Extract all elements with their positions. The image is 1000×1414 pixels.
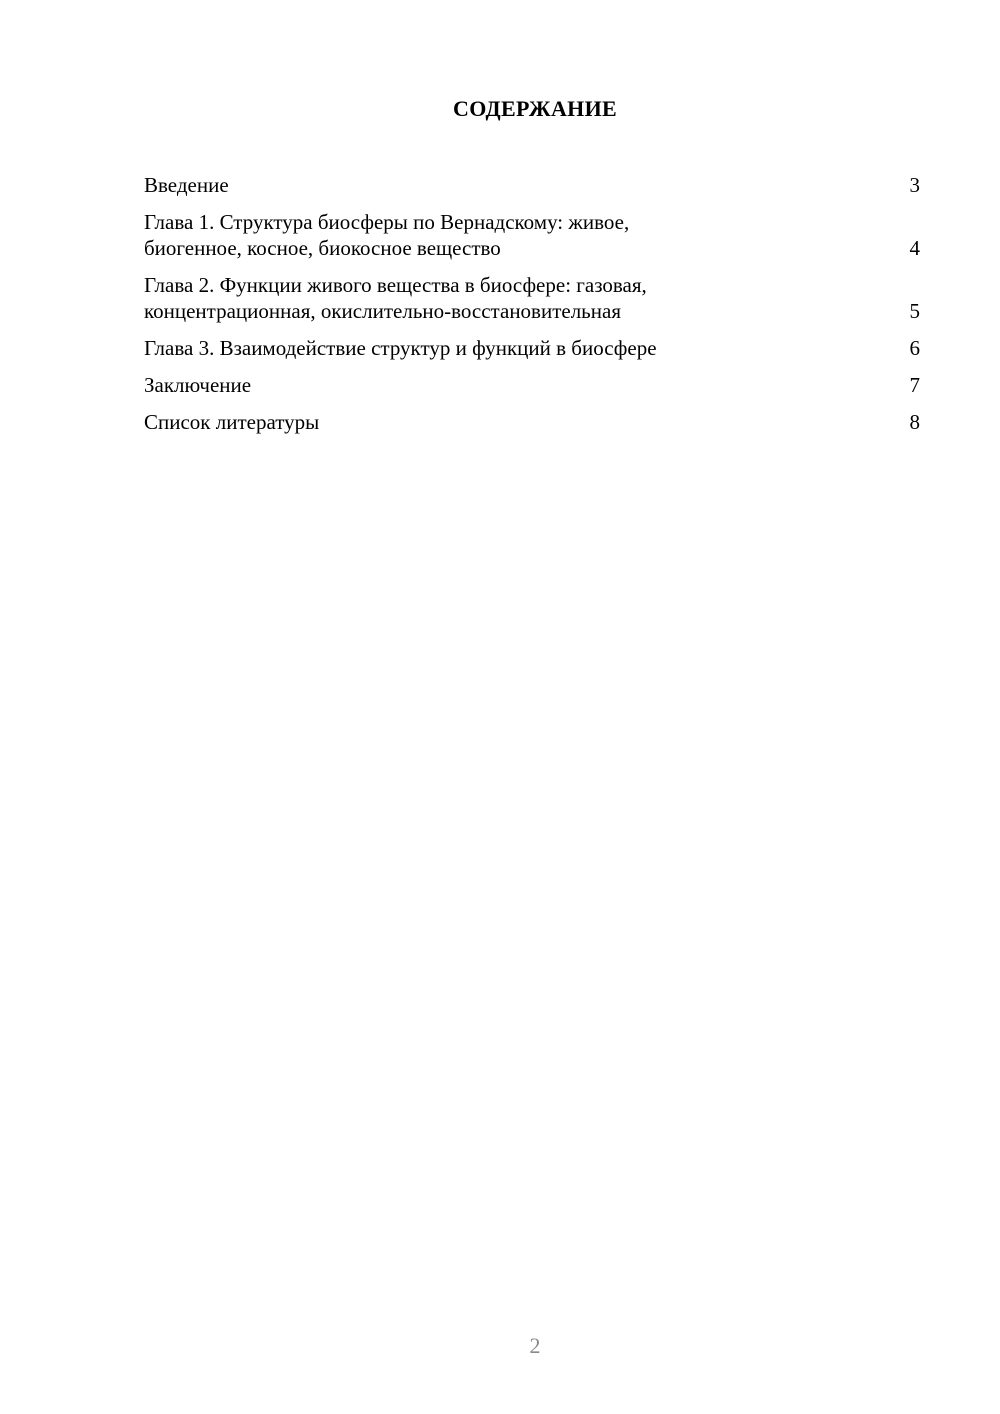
- toc-entry-line: Список литературы: [144, 410, 320, 434]
- toc-entry-line: Введение: [144, 173, 229, 197]
- toc-entry-text: [144, 172, 229, 198]
- toc-entry-text: [144, 209, 629, 261]
- page-number: 2: [529, 1333, 541, 1358]
- toc-entry-introduction: [144, 172, 920, 198]
- toc-list: [144, 172, 920, 446]
- toc-entry-chapter-3: [144, 335, 920, 361]
- toc-entry-page: 8: [909, 410, 920, 434]
- toc-entry-line: концентрационная, окислительно-восстановительная: [144, 299, 621, 323]
- toc-entry-text: [144, 335, 657, 361]
- toc-entry-text: [144, 272, 647, 324]
- toc-entry-text: [144, 372, 251, 398]
- toc-title: СОДЕРЖАНИЕ: [453, 96, 617, 121]
- toc-entry-text: [144, 409, 319, 435]
- toc-entry-chapter-1: [144, 209, 920, 261]
- toc-entry-line: Глава 3. Взаимодействие структур и функций в биосфере: [144, 336, 657, 360]
- toc-entry-line: Глава 1. Структура биосферы по Вернадскому: живое,: [144, 210, 630, 234]
- toc-entry-conclusion: [144, 372, 920, 398]
- toc-entry-chapter-2: [144, 272, 920, 324]
- toc-entry-page: 4: [909, 236, 920, 260]
- toc-entry-page: 5: [909, 299, 920, 323]
- toc-entry-page: 3: [909, 173, 920, 197]
- toc-entry-line: Заключение: [144, 373, 252, 397]
- toc-entry-page: 6: [909, 336, 920, 360]
- toc-entry-line: биогенное, косное, биокосное вещество: [144, 236, 501, 260]
- toc-entry-line: Глава 2. Функции живого вещества в биосфере: газовая,: [144, 273, 647, 297]
- toc-entry-references: [144, 409, 920, 435]
- toc-entry-page: 7: [909, 373, 920, 397]
